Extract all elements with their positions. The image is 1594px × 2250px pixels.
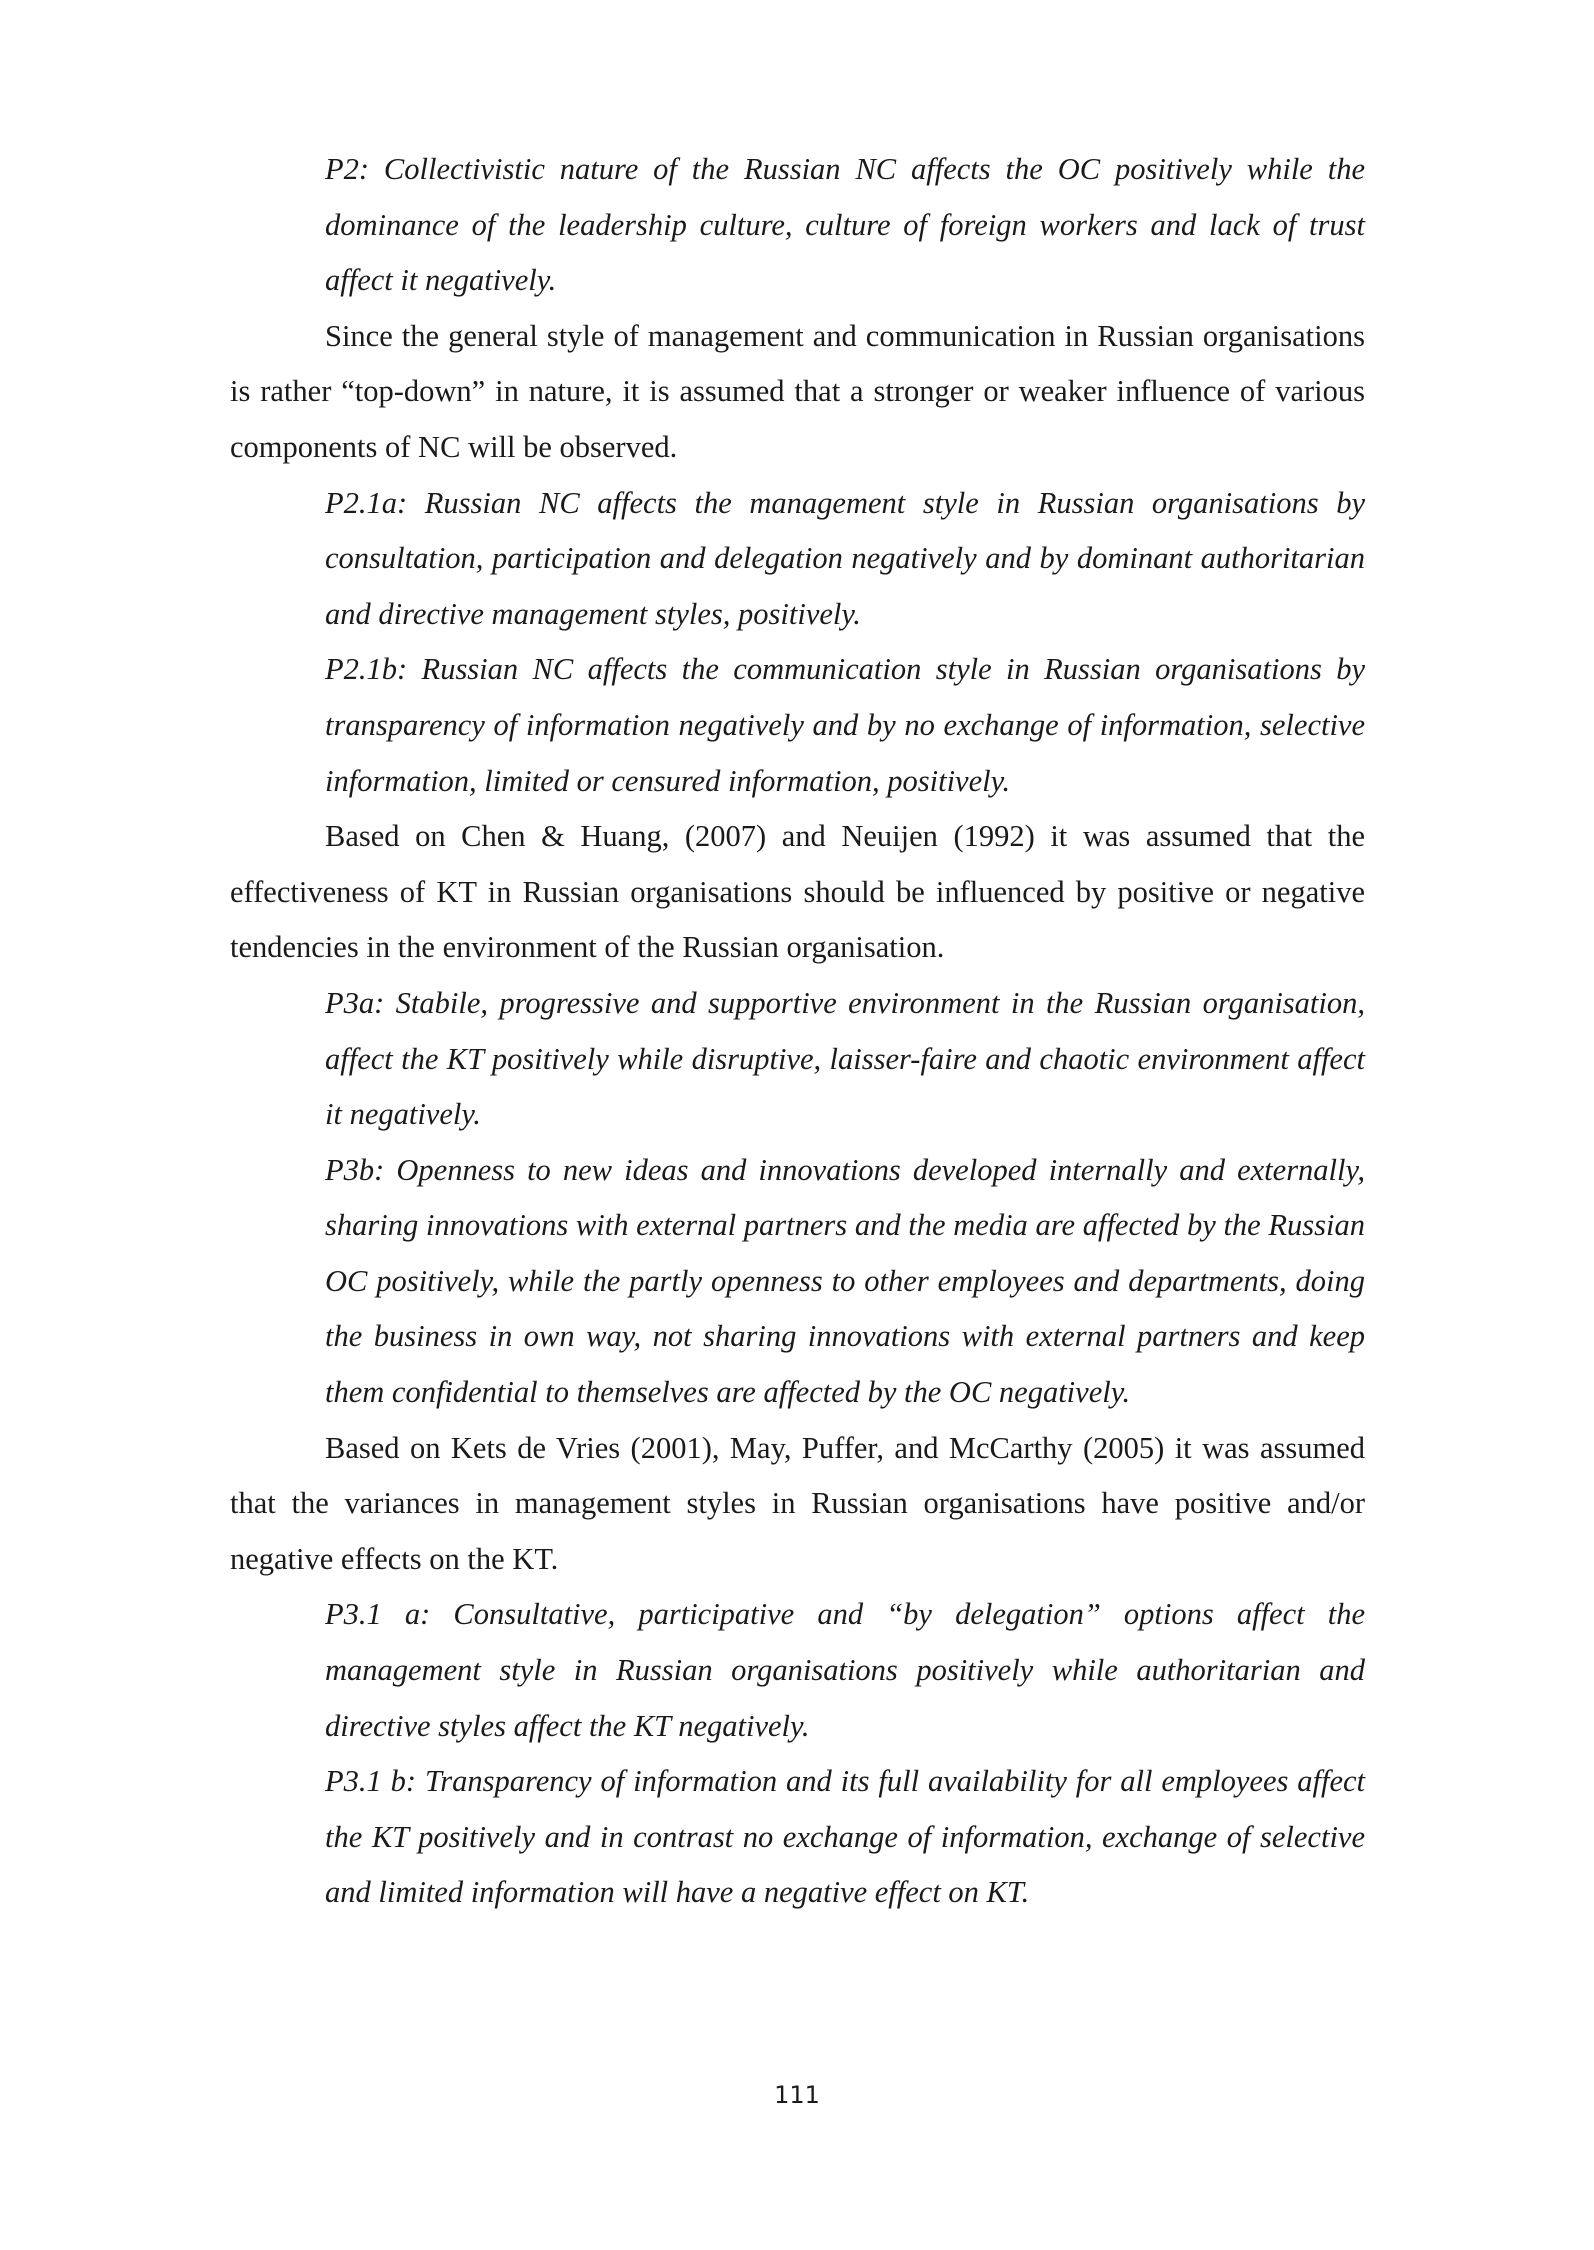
hypothesis-p3b: P3b: Openness to new ideas and innovations developed internally and externally, sharing innovations with external partners and the media are affected by the Russian OC positively, while the partly openness to other employees and departments, doing the business in own way, not sharing innovations with external partners and keep them confidential to themselves are affected by the OC negatively. [325, 1152, 1365, 1410]
hypothesis-p3-1a: P3.1 a: Consultative, participative and “by delegation” options affect the management style in Russian organisations positively while authoritarian and directive styles affect the KT negatively. [325, 1597, 1365, 1743]
hypothesis-p3a: P3a: Stabile, progressive and supportive environment in the Russian organisation, affect the KT positively while disruptive, laisser-faire and chaotic environment affect it negatively. [325, 985, 1365, 1132]
body-paragraph-management-variances: Based on Kets de Vries (2001), May, Puffer, and McCarthy (2005) it was assumed that the variances in management styles in Russian organisations have positive and/or negative effects on the KT. [230, 1430, 1365, 1576]
hypothesis-p2-1a: P2.1a: Russian NC affects the management style in Russian organisations by consultation, participation and delegation negatively and by dominant authoritarian and directive management styles, positively. [325, 485, 1365, 631]
hypothesis-p3-1b: P3.1 b: Transparency of information and its full availability for all employees affect the KT positively and in contrast no exchange of information, exchange of selective and limited information will have a negative effect on KT. [325, 1764, 1365, 1910]
page-number: 111 [774, 2081, 820, 2109]
hypothesis-p2-1b: P2.1b: Russian NC affects the communication style in Russian organisations by transparency of information negatively and by no exchange of information, selective information, limited or censured information, positively. [325, 652, 1365, 798]
body-paragraph-kt-effectiveness: Based on Chen & Huang, (2007) and Neuijen (1992) it was assumed that the effectiveness of KT in Russian organisations should be influenced by positive or negative tendencies in the environment of the Russian organisation. [230, 819, 1365, 965]
hypothesis-p2: P2: Collectivistic nature of the Russian NC affects the OC positively while the dominance of the leadership culture, culture of foreign workers and lack of trust affect it negatively. [325, 152, 1365, 298]
body-paragraph-management-style: Since the general style of management and communication in Russian organisations is rather “top-down” in nature, it is assumed that a stronger or weaker influence of various components of NC will be observed. [230, 318, 1365, 464]
page-content [230, 142, 1365, 1921]
